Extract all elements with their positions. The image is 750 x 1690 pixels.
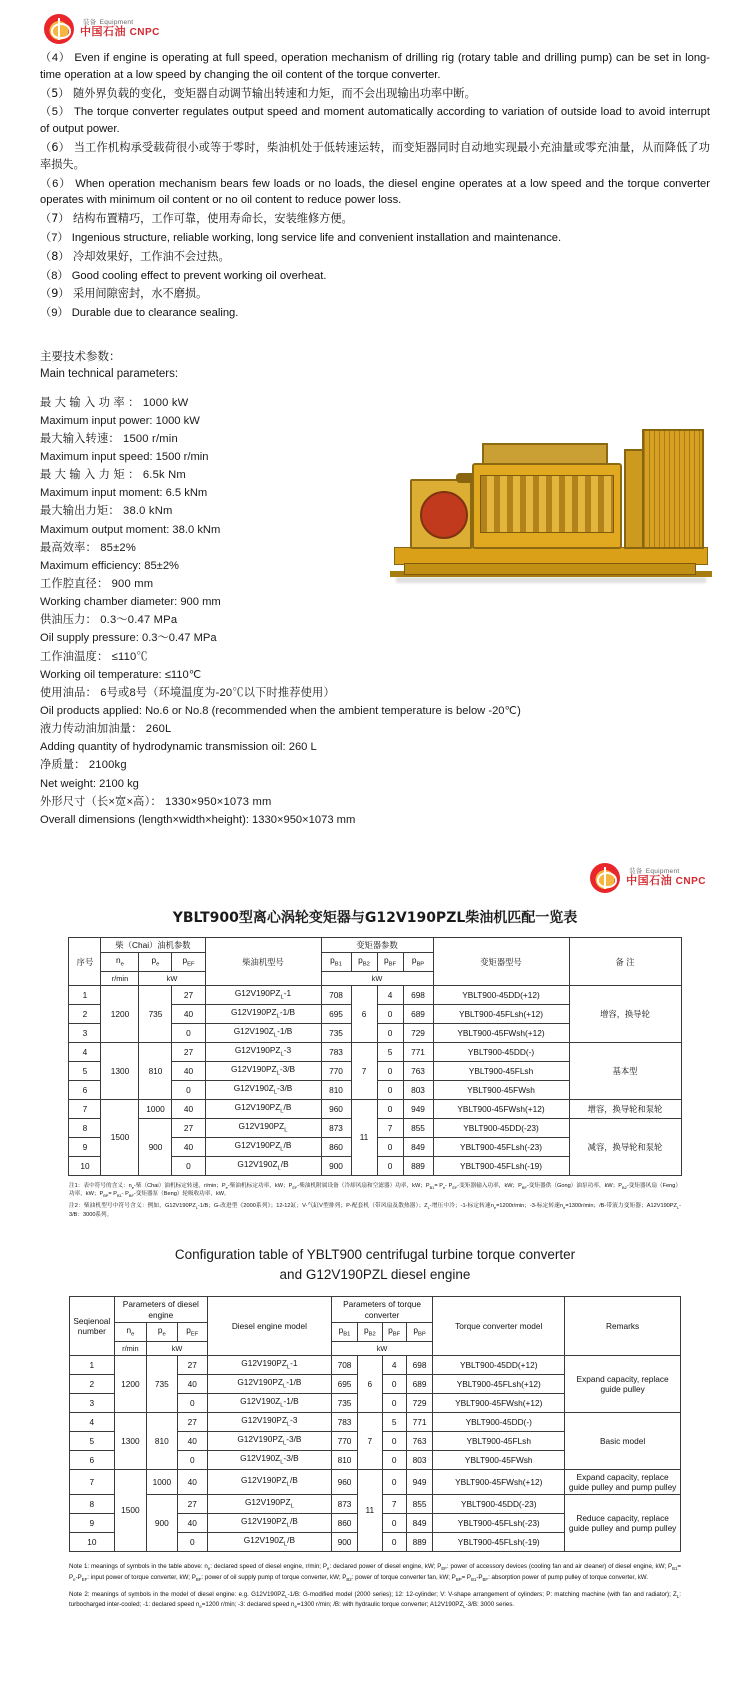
configuration-table-en: [69, 1296, 681, 1552]
cell-pbf: 0: [382, 1431, 406, 1450]
cnpc-logo: [44, 14, 750, 44]
th-en-pef: $p_{EF}$: [177, 1323, 207, 1342]
cell-pbp: 763: [406, 1431, 432, 1450]
cell-pef: 40: [177, 1514, 207, 1533]
cell-cmodel: YBLT900-45FLsh: [433, 1062, 569, 1081]
paragraph-5-en: （5） The torque converter regulates output speed and moment automatically according to variation of outside load to avoid interrupt of output power.: [40, 106, 710, 136]
spec-line-12: 供油压力： 0.3～0.47 MPa: [40, 614, 178, 627]
paragraph-8-en: （8） Good cooling effect to prevent working oil overheat.: [40, 269, 327, 282]
note-cn-2: 注2：柴油机型号中符号含义：例如，$G12V190PZ_L-1/B$；G-改进型《2000系列》；12-12缸；V-气缸V型排列；P-配套机（带风扇及散热器）；$Z_L-$增压中冷；-1-标定转速$n_e=1200r/\min$；-3-标定转速$n_e=1300r/\min$；/B-带液力变矩器；$A12V190PZ_L-3/B$：3000系列。: [69, 1203, 681, 1219]
cell-no: 1: [70, 1356, 115, 1375]
secondary-logo-row: [0, 863, 750, 893]
th-seq: [69, 937, 101, 986]
cell-pbf: 0: [377, 1081, 403, 1100]
th-pb1: $p_{B1}$: [321, 953, 351, 972]
th-en-pb2: $p_{B2}$: [358, 1323, 382, 1342]
spec-line-13: Oil supply pressure: 0.3～0.47 MPa: [40, 632, 217, 645]
note-en-1: Note 1: meanings of symbols in the table above: $n_e$: declared speed of diesel engine, r/min; $P_e$: declared power of diesel engine, kW; $P_{EF}$: power of accessory devices (cooling fan and air cleaner) of diesel engine, kW; $P_{B1}= P_e-P_{EF}$: input power of torque converter, kW; $P_{BF}$: power of oil supply pump of torque converter, kW; $P_{B2}$: power of torque converter fan, kW; $P_{BP}= P_{B1}-P_{BF}$: absorption power of pump pulley of torque converter, kW.: [69, 1563, 682, 1583]
spec-title-cn: 主要技术参数：: [40, 348, 121, 363]
cell-pef: 0: [177, 1394, 207, 1413]
cell-no: 4: [69, 1043, 101, 1062]
cell-no: 8: [70, 1495, 115, 1514]
spec-line-6: 最大输出力矩： 38.0 kNm: [40, 505, 173, 518]
table-row: [69, 1043, 681, 1062]
cell-pe: 810: [139, 1043, 172, 1100]
th-unit-kw-conv: kW: [321, 972, 433, 986]
cell-dmodel: $G12V190PZ_L-1$: [208, 1356, 332, 1375]
cell-pef: 0: [172, 1024, 205, 1043]
cell-dmodel: $G12V190Z_L-1/B$: [208, 1394, 332, 1413]
cell-pbf: 0: [382, 1469, 406, 1495]
cell-cmodel: YBLT900-45FLsh(-19): [433, 1533, 565, 1552]
cell-remark: 基本型: [569, 1043, 681, 1100]
cell-no: 1: [69, 986, 101, 1005]
cell-pef: 40: [177, 1375, 207, 1394]
cell-pbp: 803: [406, 1450, 432, 1469]
cnpc-logo-2: [590, 863, 706, 893]
cell-cmodel: YBLT900-45DD(-): [433, 1043, 569, 1062]
cell-ne: 1500: [101, 1100, 139, 1176]
th-en-cmodel: Torque converter model: [433, 1297, 565, 1356]
diesel-engine-photo: [386, 368, 716, 583]
table-row: [70, 1356, 681, 1375]
cell-cmodel: YBLT900-45FWsh(+12): [433, 1394, 565, 1413]
spec-line-8: 最高效率： 85±2%: [40, 541, 136, 554]
cell-pb1: 810: [331, 1450, 357, 1469]
specifications-block: [40, 348, 710, 829]
table-en-title-line1: Configuration table of YBLT900 centrifugal turbine torque converter: [174, 1247, 576, 1263]
cell-pb1: 900: [321, 1156, 351, 1175]
cell-pbp: 855: [406, 1495, 432, 1514]
cell-pb1: 873: [331, 1495, 357, 1514]
cell-pef: 0: [177, 1533, 207, 1552]
cell-dmodel: $G12V190PZ_L-1/B$: [205, 1005, 321, 1024]
cell-pbf: 0: [382, 1394, 406, 1413]
logo-text: [80, 20, 160, 38]
th-unit-rpm: r/min: [101, 972, 139, 986]
logo-text-2: [626, 869, 706, 887]
cell-remark: 增容，换导轮: [569, 986, 681, 1043]
cell-dmodel: $G12V190PZ_L/B$: [205, 1100, 321, 1119]
cell-pbp: 689: [406, 1375, 432, 1394]
cell-cmodel: YBLT900-45FWsh(+12): [433, 1024, 569, 1043]
cell-pef: 27: [177, 1356, 207, 1375]
cell-pb1: 810: [321, 1081, 351, 1100]
cell-pbf: 0: [377, 1005, 403, 1024]
cell-remark: Reduce capacity, replace guide pulley and pump pulley: [565, 1495, 681, 1552]
cell-pb2: 7: [351, 1043, 377, 1100]
cell-pbf: 4: [377, 986, 403, 1005]
cell-cmodel: YBLT900-45FLsh(-23): [433, 1137, 569, 1156]
cell-pef: 27: [177, 1412, 207, 1431]
cell-dmodel: $G12V190Z_L/B$: [208, 1533, 332, 1552]
cell-pbf: 5: [382, 1412, 406, 1431]
cell-cmodel: YBLT900-45FWsh: [433, 1081, 569, 1100]
spec-line-19: Adding quantity of hydrodynamic transmission oil: 260 L: [40, 741, 317, 754]
cell-pbp: 698: [406, 1356, 432, 1375]
table-row: [69, 986, 681, 1005]
table-row: [69, 1100, 681, 1119]
cell-remark: 增容，换导轮和泵轮: [569, 1100, 681, 1119]
th-ne: $n_e$: [101, 953, 139, 972]
cell-pb1: 695: [331, 1375, 357, 1394]
table-en-title-line2: and G12V190PZL diesel engine: [279, 1266, 471, 1282]
cell-pbp: 949: [403, 1100, 433, 1119]
table-row: [70, 1412, 681, 1431]
cell-pb1: 860: [331, 1514, 357, 1533]
spec-line-5: Maximum input moment: 6.5 kNm: [40, 487, 208, 500]
cell-pb1: 708: [321, 986, 351, 1005]
cell-dmodel: $G12V190PZ_L/B$: [205, 1137, 321, 1156]
table-cn-title: YBLT900型离心涡轮变矩器与G12V190PZL柴油机匹配一览表: [172, 909, 578, 926]
cell-pbp: 771: [403, 1043, 433, 1062]
cell-remark: 减容，换导轮和泵轮: [569, 1118, 681, 1175]
spec-line-18: 液力传动油加油量： 260L: [40, 723, 172, 736]
paragraph-9-cn: （9） 采用间隙密封，水不磨损。: [40, 287, 208, 301]
cell-pef: 40: [177, 1469, 207, 1495]
cell-dmodel: $G12V190Z_L-1/B$: [205, 1024, 321, 1043]
paragraph-6-cn: （6） 当工作机构承受载荷很小或等于零时，柴油机处于低转速运转，而变矩器同时自动地实现最小充油量或零充油量，从而降低了功率损失。: [40, 140, 710, 171]
cell-pef: 27: [172, 1118, 205, 1137]
th-en-remarks: Remarks: [565, 1297, 681, 1356]
cell-cmodel: YBLT900-45FLsh(-19): [433, 1156, 569, 1175]
logo-cn-small: 装备: [83, 18, 97, 26]
cell-pb1: 735: [321, 1024, 351, 1043]
table-cn-notes: [69, 1182, 681, 1219]
cell-cmodel: YBLT900-45FLsh: [433, 1431, 565, 1450]
logo2-cn-big: 中国石油: [626, 874, 673, 887]
header-logo-row: [0, 0, 750, 44]
cell-cmodel: YBLT900-45DD(-23): [433, 1118, 569, 1137]
cell-pef: 40: [177, 1431, 207, 1450]
cell-pbp: 698: [403, 986, 433, 1005]
cell-ne: 1200: [114, 1356, 146, 1413]
spec-list: [40, 394, 521, 829]
th-diesel-model: 柴油机型号: [205, 937, 321, 986]
cell-pbf: 4: [382, 1356, 406, 1375]
spec-line-23: Overall dimensions (length×width×height): 1330×950×1073 mm: [40, 813, 356, 826]
table-en-notes: [69, 1562, 681, 1611]
th-en-ne: $n_e$: [114, 1323, 146, 1342]
th-unit-kw: kW: [139, 972, 205, 986]
table-en-header-row-1: [70, 1297, 681, 1323]
cell-pef: 27: [177, 1495, 207, 1514]
cell-pbp: 849: [406, 1514, 432, 1533]
cell-dmodel: $G12V190Z_L-3/B$: [205, 1081, 321, 1100]
th-en-diesel: Parameters of diesel engine: [114, 1297, 207, 1323]
cell-pbf: 0: [377, 1024, 403, 1043]
cell-cmodel: YBLT900-45FWsh(+12): [433, 1100, 569, 1119]
cell-pbp: 771: [406, 1412, 432, 1431]
cell-cmodel: YBLT900-45DD(-23): [433, 1495, 565, 1514]
spec-line-1: Maximum input power: 1000 kW: [40, 414, 200, 427]
cell-ne: 1300: [114, 1412, 146, 1469]
cell-pbf: 0: [382, 1450, 406, 1469]
cell-pb2: 7: [358, 1412, 382, 1469]
spec-line-11: Working chamber diameter: 900 mm: [40, 596, 221, 609]
cell-pef: 0: [177, 1450, 207, 1469]
cell-dmodel: $G12V190Z_L-3/B$: [208, 1450, 332, 1469]
cell-remark: Basic model: [565, 1412, 681, 1469]
cell-pb1: 695: [321, 1005, 351, 1024]
cell-no: 2: [70, 1375, 115, 1394]
spec-line-7: Maximum output moment: 38.0 kNm: [40, 523, 221, 536]
cell-pb1: 900: [331, 1533, 357, 1552]
cell-no: 10: [69, 1156, 101, 1175]
cell-pb1: 960: [321, 1100, 351, 1119]
th-pbp: $p_{BP}$: [403, 953, 433, 972]
cell-pbf: 0: [382, 1375, 406, 1394]
th-en-pbp: $p_{BP}$: [406, 1323, 432, 1342]
cell-pb2: 11: [351, 1100, 377, 1176]
cell-dmodel: $G12V190PZ_L$: [208, 1495, 332, 1514]
cnpc-flame-icon: [44, 14, 74, 44]
th-en-seq: Seqienoal number: [70, 1297, 115, 1356]
cell-pbp: 889: [406, 1533, 432, 1552]
cell-no: 3: [70, 1394, 115, 1413]
th-converter-model: 变矩器型号: [433, 937, 569, 986]
cell-no: 9: [70, 1514, 115, 1533]
cell-pbp: 889: [403, 1156, 433, 1175]
cell-no: 4: [70, 1412, 115, 1431]
cell-pe: 735: [147, 1356, 177, 1413]
cell-pb1: 708: [331, 1356, 357, 1375]
spec-line-21: Net weight: 2100 kg: [40, 777, 139, 790]
cell-pb1: 860: [321, 1137, 351, 1156]
cell-pbp: 949: [406, 1469, 432, 1495]
cell-pbp: 855: [403, 1118, 433, 1137]
logo2-en-big: CNPC: [675, 875, 706, 887]
cell-dmodel: $G12V190PZ_L-1/B$: [208, 1375, 332, 1394]
cell-no: 7: [70, 1469, 115, 1495]
cell-pbp: 849: [403, 1137, 433, 1156]
cell-pbf: 0: [377, 1062, 403, 1081]
cell-no: 3: [69, 1024, 101, 1043]
cell-ne: 1300: [101, 1043, 139, 1100]
cell-pbf: 0: [382, 1533, 406, 1552]
cell-pb1: 783: [321, 1043, 351, 1062]
paragraph-8-cn: （8） 冷却效果好，工作油不会过热。: [40, 249, 230, 263]
cell-pef: 0: [172, 1156, 205, 1175]
th-en-unit-rpm: r/min: [114, 1341, 146, 1355]
cell-pef: 40: [172, 1005, 205, 1024]
cell-pef: 40: [172, 1062, 205, 1081]
cell-pe: 1000: [139, 1100, 172, 1119]
cell-dmodel: $G12V190PZ_L-3/B$: [205, 1062, 321, 1081]
cell-pb2: 6: [351, 986, 377, 1043]
cell-dmodel: $G12V190PZ_L/B$: [208, 1514, 332, 1533]
cell-no: 2: [69, 1005, 101, 1024]
paragraph-4-en: （4） Even if engine is operating at full speed, operation mechanism of drilling rig (rotary table and drilling pump) can be set in long-time operation at a low speed by changing the oil content of the torque converter.: [40, 52, 710, 81]
logo2-cn-small: 装备: [629, 867, 643, 875]
paragraph-7-cn: （7） 结构布置精巧，工作可靠，使用寿命长，安装维修方便。: [40, 212, 353, 226]
cell-pbf: 0: [377, 1100, 403, 1119]
spec-line-15: Working oil temperature: ≤110℃: [40, 668, 202, 681]
spec-line-14: 工作油温度： ≤110℃: [40, 650, 148, 663]
cell-pbf: 7: [382, 1495, 406, 1514]
table-header-row-1: [69, 937, 681, 952]
cell-no: 10: [70, 1533, 115, 1552]
th-en-unit-kw: kW: [147, 1341, 208, 1355]
cell-dmodel: $G12V190PZ_L/B$: [208, 1469, 332, 1495]
spec-line-2: 最大输入转速： 1500 r/min: [40, 432, 178, 445]
cell-dmodel: $G12V190PZ_L$: [205, 1118, 321, 1137]
cell-dmodel: $G12V190PZ_L-3$: [208, 1412, 332, 1431]
cell-dmodel: $G12V190PZ_L-3/B$: [208, 1431, 332, 1450]
cell-pb1: 770: [331, 1431, 357, 1450]
spec-line-17: Oil products applied: No.6 or No.8 (recommended when the ambient temperature is below -20℃): [40, 704, 521, 717]
logo2-en-small: Equipment: [645, 867, 680, 875]
cell-cmodel: YBLT900-45FWsh: [433, 1450, 565, 1469]
th-diesel-group: 柴（Chai）油机参数: [101, 937, 205, 952]
th-remarks: 备 注: [569, 937, 681, 986]
th-seq-label: 序号: [76, 956, 94, 967]
th-converter-group: 变矩器参数: [321, 937, 433, 952]
cell-cmodel: YBLT900-45FLsh(+12): [433, 1005, 569, 1024]
table-en-title: [0, 1245, 750, 1284]
cell-pbp: 729: [406, 1394, 432, 1413]
spec-line-0: 最 大 输 入 功 率 ： 1000 kW: [40, 396, 189, 409]
cell-no: 7: [69, 1100, 101, 1119]
cell-pb2: 6: [358, 1356, 382, 1413]
cell-pe: 900: [139, 1118, 172, 1175]
cell-remark: Expand capacity, replace guide pulley: [565, 1356, 681, 1413]
cell-pef: 27: [172, 986, 205, 1005]
cell-pe: 735: [139, 986, 172, 1043]
cell-no: 6: [69, 1081, 101, 1100]
cell-pbp: 803: [403, 1081, 433, 1100]
spec-line-22: 外形尺寸（长×宽×高）： 1330×950×1073 mm: [40, 795, 272, 808]
cell-pbf: 0: [377, 1156, 403, 1175]
cell-pef: 40: [172, 1137, 205, 1156]
cell-pb1: 783: [331, 1412, 357, 1431]
cell-pbf: 7: [377, 1118, 403, 1137]
cell-pef: 40: [172, 1100, 205, 1119]
spec-line-3: Maximum input speed: 1500 r/min: [40, 451, 209, 463]
cell-pb1: 735: [331, 1394, 357, 1413]
paragraph-7-en: （7） Ingenious structure, reliable working, long service life and convenient installation and maintenance.: [40, 231, 562, 244]
cell-cmodel: YBLT900-45DD(+12): [433, 1356, 565, 1375]
logo-en-big: CNPC: [129, 26, 160, 38]
paragraph-5-cn: （5） 随外界负载的变化，变矩器自动调节输出转速和力矩，而不会出现输出功率中断。: [40, 86, 476, 100]
cell-no: 5: [69, 1062, 101, 1081]
cell-ne: 1200: [101, 986, 139, 1043]
th-en-pbf: $p_{BF}$: [382, 1323, 406, 1342]
body-text: [0, 44, 750, 829]
paragraph-9-en: （9） Durable due to clearance sealing.: [40, 307, 239, 320]
note-cn-1: 注1：表中符号的含义：$n_e-$柴（Chai）油机标定转速，r/min；$P_e-$柴油机标定功率，kW；$P_{EF}-$柴油机附属设备（冷却风扇和空滤器）功率，kW；$P_{B1}= P_e-$ $P_{EF}-$变矩器输入功率，kW；$P_{BF}-$变矩器供（Gong）油泵功率，kW；$P_{B2}-$变矩器风扇（Feng）功率，kW；$P_{BP}= P_{B1}-$ $P_{BF}-$变矩器泵（Beng）轮吸收功率，kW。: [69, 1182, 682, 1199]
configuration-table-cn: [68, 937, 681, 1176]
cell-pef: 27: [172, 1043, 205, 1062]
cell-pbp: 689: [403, 1005, 433, 1024]
spec-line-4: 最 大 输 入 力 矩 ： 6.5k Nm: [40, 469, 186, 482]
cell-remark: Expand capacity, replace guide pulley and pump pulley: [565, 1469, 681, 1495]
cell-no: 8: [69, 1118, 101, 1137]
th-en-dmodel: Diesel engine model: [208, 1297, 332, 1356]
paragraph-6-en: （6） When operation mechanism bears few loads or no loads, the diesel engine operates at a low speed and the torque converter operates with minimum oil content or no oil content to reduce power loss.: [40, 177, 710, 207]
spec-line-10: 工作腔直径： 900 mm: [40, 577, 154, 590]
cell-dmodel: $G12V190PZ_L-1$: [205, 986, 321, 1005]
th-en-pb1: $p_{B1}$: [331, 1323, 357, 1342]
cell-pbf: 0: [382, 1514, 406, 1533]
cell-dmodel: $G12V190Z_L/B$: [205, 1156, 321, 1175]
cell-pe: 900: [147, 1495, 177, 1552]
cell-cmodel: YBLT900-45DD(-): [433, 1412, 565, 1431]
cell-cmodel: YBLT900-45FLsh(-23): [433, 1514, 565, 1533]
th-pb2: $p_{B2}$: [351, 953, 377, 972]
logo-en-small: Equipment: [99, 18, 134, 26]
cell-no: 9: [69, 1137, 101, 1156]
cell-no: 6: [70, 1450, 115, 1469]
cell-pbp: 729: [403, 1024, 433, 1043]
note-en-2: Note 2: meanings of symbols in the model of diesel engine: e.g. $G12V190PZ_L-1/B$: G-modified model (2000 series); 12: 12-cylinder; V: V-shape arrangement of cylinders; P: matching machine (with fan and radiator); $Z_L$: turbocharged inter-cooled; -1: declared speed $n_e=1200$ r/min; -3: declared speed $n_e=1300$ r/min; /B: with hydraulic torque converter; $A12V190PZ_L-3/B$: 3000 series.: [69, 1590, 681, 1610]
th-en-unit-kw2: kW: [331, 1341, 432, 1355]
spec-line-9: Maximum efficiency: 85±2%: [40, 559, 179, 572]
logo-cn-big: 中国石油: [80, 25, 126, 38]
th-en-conv: Parameters of torque converter: [331, 1297, 432, 1323]
spec-line-20: 净质量： 2100kg: [40, 759, 127, 772]
spec-line-16: 使用油品： 6号或8号（环境温度为-20℃以下时推荐使用）: [40, 686, 335, 699]
th-pef: $p_{EF}$: [172, 953, 205, 972]
cnpc-flame-icon-2: [590, 863, 620, 893]
cell-ne: 1500: [114, 1469, 146, 1551]
cell-cmodel: YBLT900-45DD(+12): [433, 986, 569, 1005]
cell-pb1: 873: [321, 1118, 351, 1137]
cell-pb2: 11: [358, 1469, 382, 1551]
cell-pbp: 763: [403, 1062, 433, 1081]
th-en-pe: $p_e$: [147, 1323, 177, 1342]
th-pbf: $p_{BF}$: [377, 953, 403, 972]
cell-dmodel: $G12V190PZ_L-3$: [205, 1043, 321, 1062]
cell-pe: 1000: [147, 1469, 177, 1495]
cell-no: 5: [70, 1431, 115, 1450]
cell-pbf: 5: [377, 1043, 403, 1062]
cell-cmodel: YBLT900-45FLsh(+12): [433, 1375, 565, 1394]
cell-cmodel: YBLT900-45FWsh(+12): [433, 1469, 565, 1495]
spec-title-en: Main technical parameters:: [40, 367, 179, 380]
cell-pb1: 960: [331, 1469, 357, 1495]
th-pe: $p_e$: [139, 953, 172, 972]
cell-pbf: 0: [377, 1137, 403, 1156]
cell-pef: 0: [172, 1081, 205, 1100]
table-row: [70, 1469, 681, 1495]
cell-pb1: 770: [321, 1062, 351, 1081]
cell-pe: 810: [147, 1412, 177, 1469]
